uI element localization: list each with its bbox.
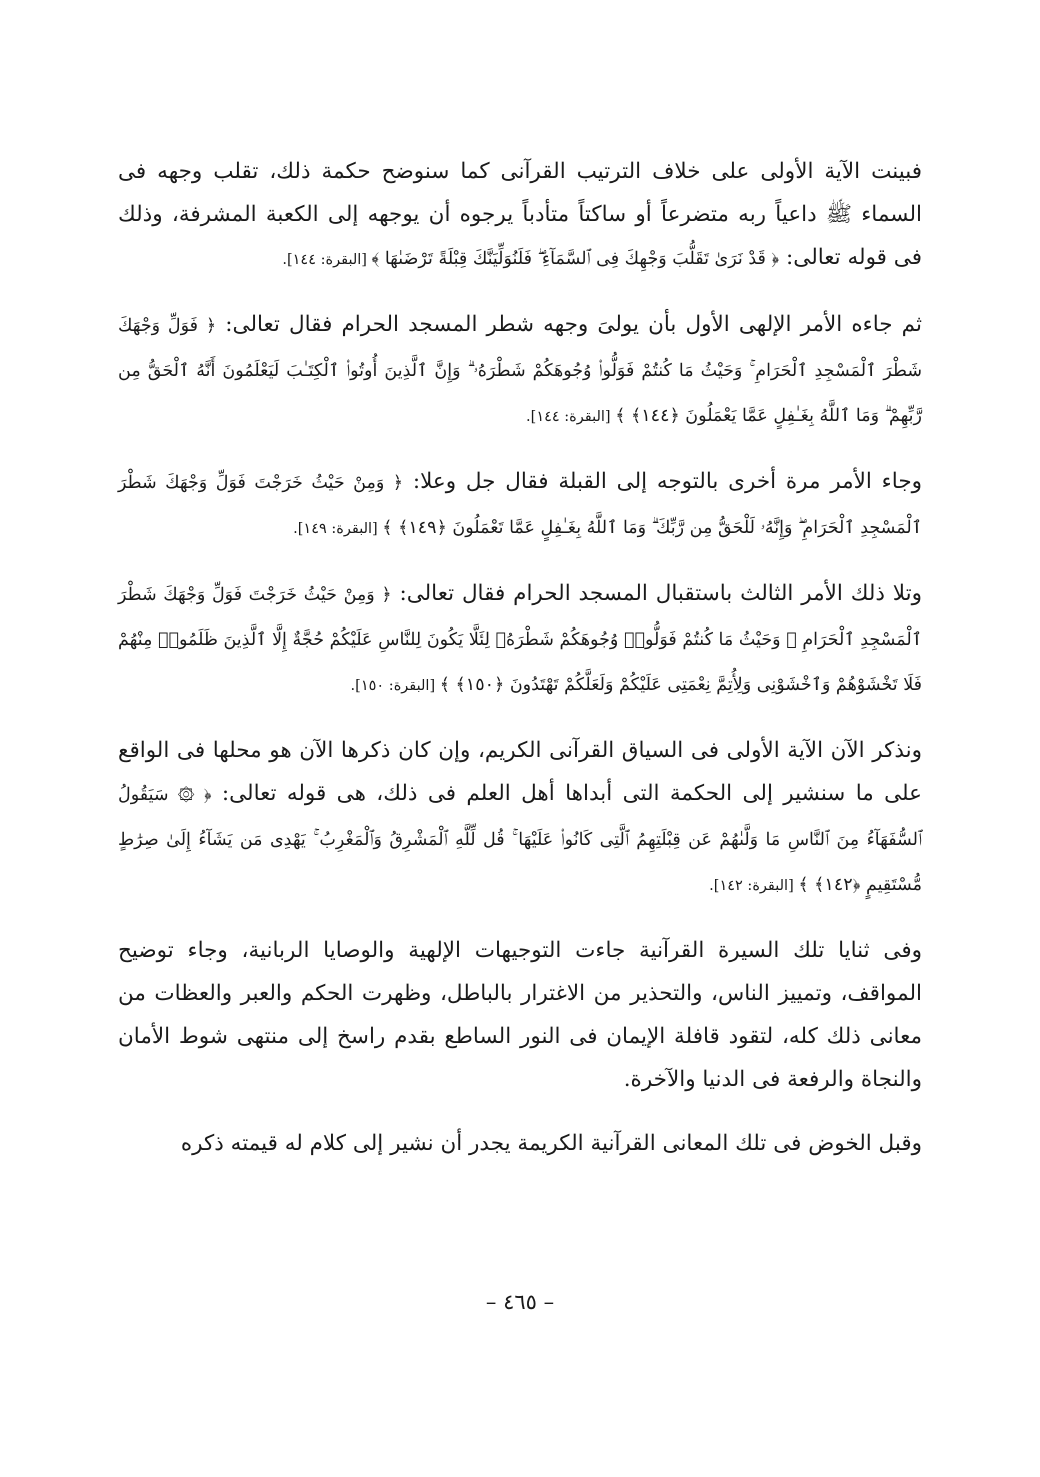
paragraph-5 bbox=[118, 729, 922, 908]
page-number: – ٤٦٥ – bbox=[485, 1290, 555, 1314]
paragraph-text: ثم جاءه الأمر الإلهى الأول بأن يولىَ وجهه شطر المسجد الحرام فقال تعالى: bbox=[216, 312, 922, 337]
paragraph-text: وتلا ذلك الأمر الثالث باستقبال المسجد الحرام فقال تعالى: bbox=[391, 581, 923, 606]
quran-verse: ﴿ وَمِنْ حَيْثُ خَرَجْتَ فَوَلِّ وَجْهَكَ شَطْرَ ٱلْمَسْجِدِ ٱلْحَرَامِ ۚ وَحَيْثُ مَا كُنتُمْ فَوَلُّوا۟ وُجُوهَكُمْ شَطْرَهُۥ لِئَلَّا يَكُونَ لِلنَّاسِ عَلَيْكُمْ حُجَّةٌ إِلَّا ٱلَّذِينَ ظَلَمُوا۟ مِنْهُمْ فَلَا تَخْشَوْهُمْ وَٱخْشَوْنِى وَلِأُتِمَّ نِعْمَتِى عَلَيْكُمْ وَلَعَلَّكُمْ تَهْتَدُونَ ﴿١٥٠﴾ ﴾ bbox=[118, 585, 922, 695]
quran-verse: ﴿ قَدْ نَرَىٰ تَقَلُّبَ وَجْهِكَ فِى ٱلسَّمَآءِ ۖ فَلَنُوَلِّيَنَّكَ قِبْلَةً تَرْضَىٰهَا ﴾ bbox=[371, 249, 780, 269]
paragraph-3 bbox=[118, 460, 922, 551]
paragraph-4 bbox=[118, 572, 922, 708]
paragraph-text: ونذكر الآن الآية الأولى فى السياق القرآنى الكريم، وإن كان ذكرها الآن هو محلها فى الواقع على ما سنشير إلى الحكمة التى أبداها أهل العلم فى ذلك، هى قوله تعالى: bbox=[118, 738, 923, 806]
document-page bbox=[118, 150, 922, 1186]
verse-reference: [البقرة: ١٤٩]. bbox=[293, 521, 383, 537]
quran-verse: ﴿ فَوَلِّ وَجْهَكَ شَطْرَ ٱلْمَسْجِدِ ٱلْحَرَامِ ۚ وَحَيْثُ مَا كُنتُمْ فَوَلُّوا۟ وُجُوهَكُمْ شَطْرَهُۥ ۗ وَإِنَّ ٱلَّذِينَ أُوتُوا۟ ٱلْكِتَـٰبَ لَيَعْلَمُونَ أَنَّهُ ٱلْحَقُّ مِن رَّبِّهِمْ ۗ وَمَا ٱللَّهُ بِغَـٰفِلٍ عَمَّا يَعْمَلُونَ ﴿١٤٤﴾ ﴾ bbox=[118, 316, 922, 426]
quran-verse: ﴿ وَمِنْ حَيْثُ خَرَجْتَ فَوَلِّ وَجْهَكَ شَطْرَ ٱلْمَسْجِدِ ٱلْحَرَامِ ۖ وَإِنَّهُۥ لَلْحَقُّ مِن رَّبِّكَ ۗ وَمَا ٱللَّهُ بِغَـٰفِلٍ عَمَّا تَعْمَلُونَ ﴿١٤٩﴾ ﴾ bbox=[118, 473, 922, 538]
verse-reference: [البقرة: ١٤٢]. bbox=[709, 878, 799, 894]
verse-reference: [البقرة: ١٥٠]. bbox=[350, 678, 440, 694]
paragraph-6 bbox=[118, 929, 922, 1101]
paragraph-text: وقبل الخوض فى تلك المعانى القرآنية الكريمة يجدر أن نشير إلى كلام له قيمته ذكره bbox=[180, 1131, 922, 1156]
paragraph-text: وجاء الأمر مرة أخرى بالتوجه إلى القبلة فقال جل وعلا: bbox=[403, 469, 923, 494]
quran-verse: ﴿ ۞ سَيَقُولُ ٱلسُّفَهَآءُ مِنَ ٱلنَّاسِ مَا وَلَّىٰهُمْ عَن قِبْلَتِهِمُ ٱلَّتِى كَانُوا۟ عَلَيْهَا ۚ قُل لِّلَّهِ ٱلْمَشْرِقُ وَٱلْمَغْرِبُ ۚ يَهْدِى مَن يَشَآءُ إِلَىٰ صِرَٰطٍ مُّسْتَقِيمٍ ﴿١٤٢﴾ ﴾ bbox=[118, 785, 922, 895]
paragraph-2 bbox=[118, 303, 922, 439]
paragraph-1 bbox=[118, 150, 922, 282]
paragraph-text: فبينت الآية الأولى على خلاف الترتيب القرآنى كما سنوضح حكمة ذلك، تقلب وجهه فى السماء ﷺ داعياً ربه متضرعاً أو ساكتاً متأدباً يرجوه أن يوجهه إلى الكعبة المشرفة، وذلك فى قوله تعالى: bbox=[118, 159, 922, 270]
paragraph-text: وفى ثنايا تلك السيرة القرآنية جاءت التوجيهات الإلهية والوصايا الربانية، وجاء توضيح المواقف، وتمييز الناس، والتحذير من الاغترار بالباطل، وظهرت الحكم والعبر والعظات من معانى ذلك كله، لتقود قافلة الإيمان فى النور الساطع بقدم راسخ إلى منتهى شوط الأمان والنجاة والرفعة فى الدنيا والآخرة. bbox=[118, 938, 922, 1092]
verse-reference: [البقرة: ١٤٤]. bbox=[282, 252, 372, 268]
verse-reference: [البقرة: ١٤٤]. bbox=[526, 409, 616, 425]
paragraph-7 bbox=[118, 1122, 922, 1165]
